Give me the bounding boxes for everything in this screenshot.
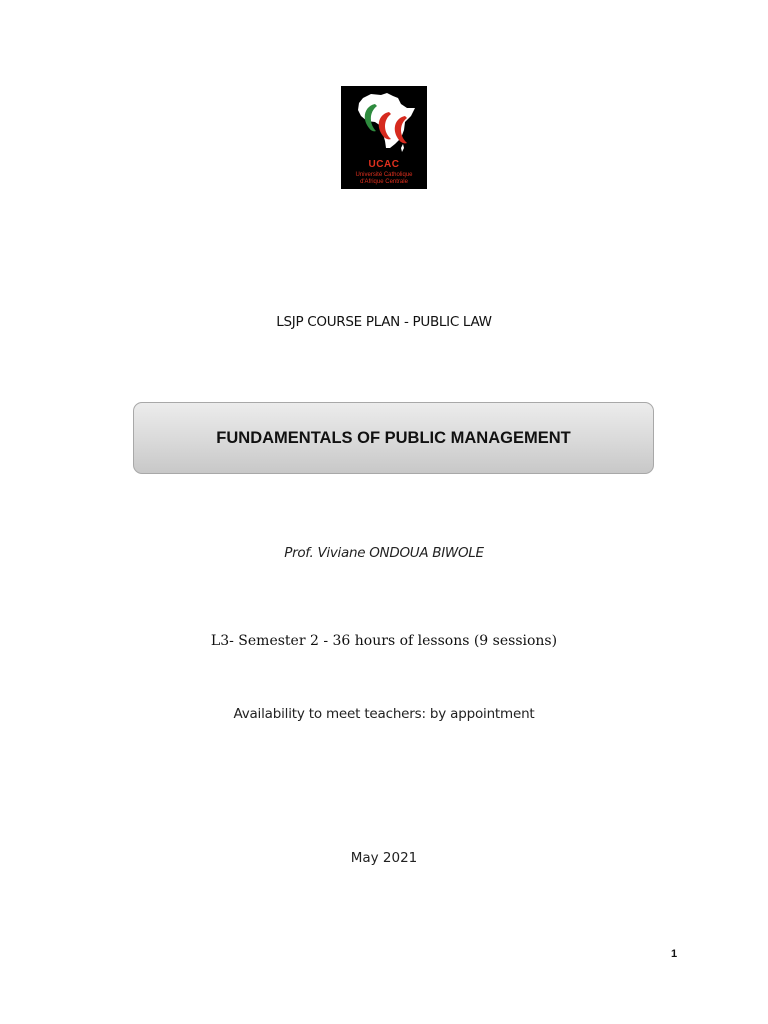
madagascar-shape [401, 144, 404, 152]
title-box [133, 402, 654, 474]
ucac-logo [341, 86, 427, 189]
logo-university-line-1: Université Catholique [355, 172, 413, 178]
page-number: 1 [670, 948, 678, 960]
document-title: FUNDAMENTALS OF PUBLIC MANAGEMENT [216, 429, 571, 447]
africa-map-icon [341, 86, 427, 166]
logo-university-line-2: d'Afrique Centrale [360, 179, 408, 185]
availability-note: Availability to meet teachers: by appointment [233, 706, 535, 722]
document-date: May 2021 [350, 850, 418, 866]
course-plan-label: LSJP COURSE PLAN - PUBLIC LAW [276, 314, 492, 330]
semester-info: L3- Semester 2 - 36 hours of lessons (9 sessions) [210, 633, 558, 649]
professor-name: Prof. Viviane ONDOUA BIWOLE [284, 545, 484, 561]
logo-acronym: UCAC [368, 159, 400, 170]
